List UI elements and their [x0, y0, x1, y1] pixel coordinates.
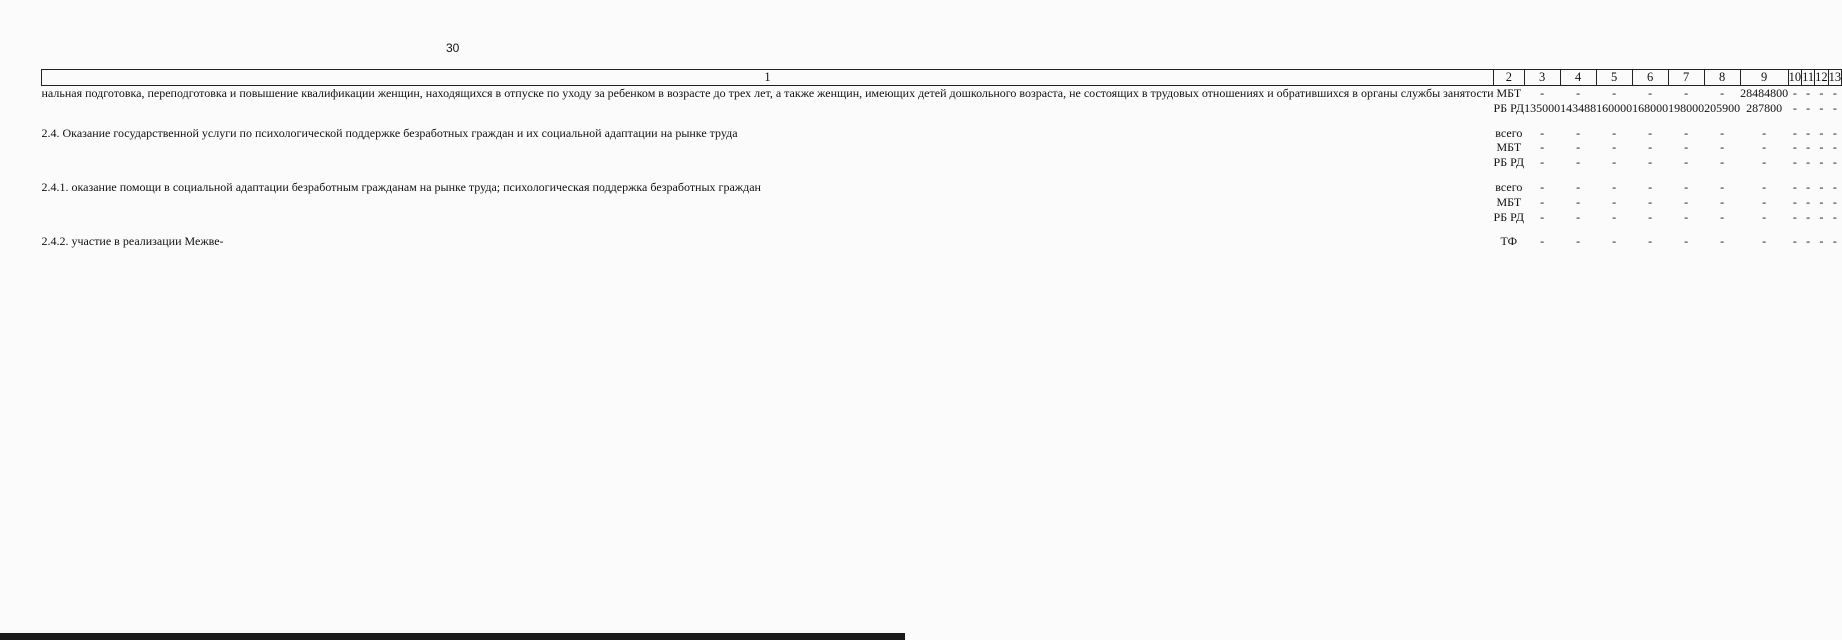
table-row	[42, 234, 1842, 249]
value-cell	[1632, 180, 1668, 224]
cell-value: -	[1648, 209, 1653, 224]
cell-value: -	[1576, 194, 1581, 209]
cell-value: -	[1576, 140, 1581, 155]
measure-description: 2.4.2. участие в реализации Межве-	[41, 234, 224, 249]
cell-value: -	[1540, 194, 1545, 209]
cell-value: 135000	[1524, 100, 1561, 115]
value-cell	[1828, 86, 1842, 116]
cell-value: -	[1792, 125, 1797, 140]
cell-value: 198000	[1668, 100, 1705, 115]
value-cell	[1704, 126, 1740, 170]
cell-value: -	[1819, 234, 1824, 249]
funding-source: ТФ	[1500, 234, 1518, 249]
funding-source: МБТ	[1496, 194, 1522, 209]
value-cell	[1802, 180, 1815, 224]
cell-value: -	[1612, 155, 1617, 170]
table-row	[42, 126, 1842, 170]
cell-value: -	[1819, 140, 1824, 155]
cell-value: -	[1540, 209, 1545, 224]
column-header: 9	[1740, 70, 1788, 86]
cell-value: -	[1612, 234, 1617, 249]
cell-value: -	[1792, 100, 1797, 115]
cell-value: -	[1576, 234, 1581, 249]
value-cell	[1788, 86, 1802, 116]
cell-value: -	[1576, 209, 1581, 224]
cell-value: -	[1832, 155, 1837, 170]
cell-value: -	[1762, 125, 1767, 140]
cell-value: -	[1612, 179, 1617, 194]
cell-value: -	[1819, 179, 1824, 194]
column-header: 5	[1596, 70, 1632, 86]
cell-value: -	[1576, 155, 1581, 170]
cell-value: -	[1612, 86, 1617, 100]
cell-value: -	[1576, 125, 1581, 140]
cell-value: -	[1806, 179, 1811, 194]
cell-value: -	[1576, 179, 1581, 194]
column-header: 7	[1668, 70, 1704, 86]
value-cell	[1802, 126, 1815, 170]
cell-value: -	[1648, 155, 1653, 170]
cell-value: -	[1540, 86, 1545, 100]
cell-value: -	[1806, 140, 1811, 155]
funding-source: МБТ	[1496, 86, 1522, 100]
cell-value: -	[1540, 125, 1545, 140]
cell-value: 168000	[1632, 100, 1669, 115]
cell-value: -	[1832, 179, 1837, 194]
cell-value: -	[1806, 234, 1811, 249]
cell-value: -	[1806, 209, 1811, 224]
cell-value: -	[1684, 194, 1689, 209]
value-cell	[1740, 180, 1788, 224]
value-cell	[1828, 234, 1842, 249]
value-cell	[1524, 234, 1560, 249]
cell-value: -	[1684, 209, 1689, 224]
spacer-cell	[42, 170, 1842, 180]
cell-value: -	[1720, 234, 1725, 249]
value-cell	[1815, 86, 1829, 116]
column-header: 3	[1524, 70, 1560, 86]
cell-value: -	[1762, 194, 1767, 209]
funding-source: всего	[1495, 179, 1523, 194]
value-cell	[1668, 86, 1704, 116]
cell-value: -	[1720, 155, 1725, 170]
cell-value: -	[1832, 86, 1837, 100]
value-cell	[1828, 180, 1842, 224]
cell-value: -	[1819, 100, 1824, 115]
value-cell	[1815, 234, 1829, 249]
cell-value: -	[1832, 125, 1837, 140]
value-cell	[1668, 180, 1704, 224]
value-cell	[1740, 126, 1788, 170]
value-cell	[1704, 180, 1740, 224]
row-spacer	[42, 116, 1842, 126]
cell-value: 205900	[1704, 100, 1741, 115]
cell-value: -	[1684, 86, 1689, 100]
cell-value: -	[1648, 86, 1653, 100]
value-cell	[1704, 86, 1740, 116]
value-cell	[1788, 180, 1802, 224]
cell-value: -	[1806, 86, 1811, 100]
value-cell	[1596, 86, 1632, 116]
cell-value: -	[1540, 140, 1545, 155]
table-body	[42, 86, 1842, 250]
cell-value: -	[1684, 155, 1689, 170]
measure-description: 2.4. Оказание государственной услуги по психологической поддержке безработных граждан и их социальной адаптации на рынке труда	[41, 125, 738, 140]
cell-value: -	[1819, 155, 1824, 170]
cell-value: -	[1792, 155, 1797, 170]
funding-source: МБТ	[1496, 140, 1522, 155]
value-cell	[1788, 126, 1802, 170]
cell-value: -	[1648, 194, 1653, 209]
column-header: 12	[1815, 70, 1828, 85]
column-header: 1	[42, 70, 1494, 86]
cell-value: 143488	[1560, 100, 1597, 115]
value-cell	[1524, 180, 1560, 224]
cell-value: -	[1792, 234, 1797, 249]
funding-source-cell	[1494, 180, 1525, 224]
spacer-cell	[42, 224, 1842, 234]
cell-value: -	[1819, 125, 1824, 140]
value-cell	[1524, 86, 1560, 116]
funding-source-cell	[1494, 126, 1525, 170]
value-cell	[1828, 126, 1842, 170]
cell-value: -	[1832, 209, 1837, 224]
cell-value: -	[1762, 179, 1767, 194]
cell-value: -	[1648, 125, 1653, 140]
value-cell	[1740, 86, 1788, 116]
cell-value: -	[1792, 140, 1797, 155]
cell-value: -	[1806, 100, 1811, 115]
value-cell	[1802, 86, 1815, 116]
funding-source-cell	[1494, 86, 1525, 116]
cell-value: -	[1832, 140, 1837, 155]
cell-value: 28484800	[1740, 86, 1789, 100]
cell-value: -	[1720, 125, 1725, 140]
cell-value: -	[1819, 209, 1824, 224]
value-cell	[1788, 234, 1802, 249]
cell-value: -	[1762, 155, 1767, 170]
cell-value: -	[1576, 86, 1581, 100]
value-cell	[1560, 234, 1596, 249]
value-cell	[1668, 234, 1704, 249]
row-spacer	[42, 224, 1842, 234]
cell-value: -	[1540, 234, 1545, 249]
cell-value: -	[1684, 140, 1689, 155]
funding-source-cell	[1494, 234, 1525, 249]
column-header: 10	[1788, 70, 1802, 85]
cell-value: -	[1720, 179, 1725, 194]
funding-source: РБ РД	[1493, 100, 1525, 115]
value-cell	[1524, 126, 1560, 170]
spacer-cell	[42, 116, 1842, 126]
value-cell	[1596, 180, 1632, 224]
value-cell	[1815, 126, 1829, 170]
value-cell	[1632, 126, 1668, 170]
scan-edge-bar	[0, 633, 905, 640]
row-spacer	[42, 170, 1842, 180]
cell-value: -	[1832, 234, 1837, 249]
column-header: 2	[1494, 70, 1525, 86]
cell-value: -	[1806, 194, 1811, 209]
cell-value: 287800	[1746, 100, 1783, 115]
table-row	[42, 180, 1842, 224]
cell-value: -	[1819, 86, 1824, 100]
cell-value: -	[1540, 179, 1545, 194]
cell-value: -	[1684, 179, 1689, 194]
value-cell	[1632, 86, 1668, 116]
column-header: 8	[1704, 70, 1740, 86]
cell-value: -	[1832, 100, 1837, 115]
cell-value: -	[1540, 155, 1545, 170]
value-cell	[1802, 234, 1815, 249]
column-header: 4	[1560, 70, 1596, 86]
cell-value: -	[1648, 179, 1653, 194]
cell-value: -	[1832, 194, 1837, 209]
cell-value: -	[1792, 86, 1797, 100]
cell-value: -	[1720, 194, 1725, 209]
cell-value: -	[1684, 234, 1689, 249]
cell-value: -	[1806, 155, 1811, 170]
value-cell	[1704, 234, 1740, 249]
cell-value: -	[1762, 140, 1767, 155]
table-row	[42, 86, 1842, 116]
cell-value: -	[1720, 209, 1725, 224]
cell-value: -	[1806, 125, 1811, 140]
measure-description: нальная подготовка, переподготовка и повышение квалификации женщин, находящихся в отпуске по уходу за ребенком в возрасте до трех лет, а также женщин, имеющих детей дошкольного возраста, не состоящих в трудовых отношениях и обратившихся в органы службы занятости	[41, 86, 1494, 100]
cell-value: -	[1762, 209, 1767, 224]
funding-source: всего	[1495, 125, 1523, 140]
cell-value: -	[1792, 209, 1797, 224]
funding-source: РБ РД	[1493, 155, 1525, 170]
value-cell	[1740, 234, 1788, 249]
budget-table	[41, 69, 1842, 249]
cell-value: -	[1612, 125, 1617, 140]
page-number: 30	[446, 41, 460, 55]
cell-value: -	[1612, 194, 1617, 209]
value-cell	[1632, 234, 1668, 249]
column-header: 11	[1802, 70, 1815, 85]
cell-value: -	[1684, 125, 1689, 140]
column-header: 13	[1828, 70, 1842, 85]
column-header: 6	[1632, 70, 1668, 86]
value-cell	[1596, 126, 1632, 170]
cell-value: 160000	[1596, 100, 1633, 115]
value-cell	[1560, 86, 1596, 116]
cell-value: -	[1792, 194, 1797, 209]
value-cell	[1815, 180, 1829, 224]
cell-value: -	[1720, 86, 1725, 100]
cell-value: -	[1792, 179, 1797, 194]
funding-source: РБ РД	[1493, 209, 1525, 224]
value-cell	[1668, 126, 1704, 170]
cell-value: -	[1762, 234, 1767, 249]
value-cell	[1560, 126, 1596, 170]
cell-value: -	[1648, 140, 1653, 155]
value-cell	[1560, 180, 1596, 224]
cell-value: -	[1612, 140, 1617, 155]
header-row	[42, 70, 1842, 86]
cell-value: -	[1819, 194, 1824, 209]
cell-value: -	[1612, 209, 1617, 224]
cell-value: -	[1720, 140, 1725, 155]
value-cell	[1596, 234, 1632, 249]
cell-value: -	[1648, 234, 1653, 249]
measure-description: 2.4.1. оказание помощи в социальной адаптации безработным гражданам на рынке труда; психологическая поддержка безработных граждан	[41, 179, 761, 194]
